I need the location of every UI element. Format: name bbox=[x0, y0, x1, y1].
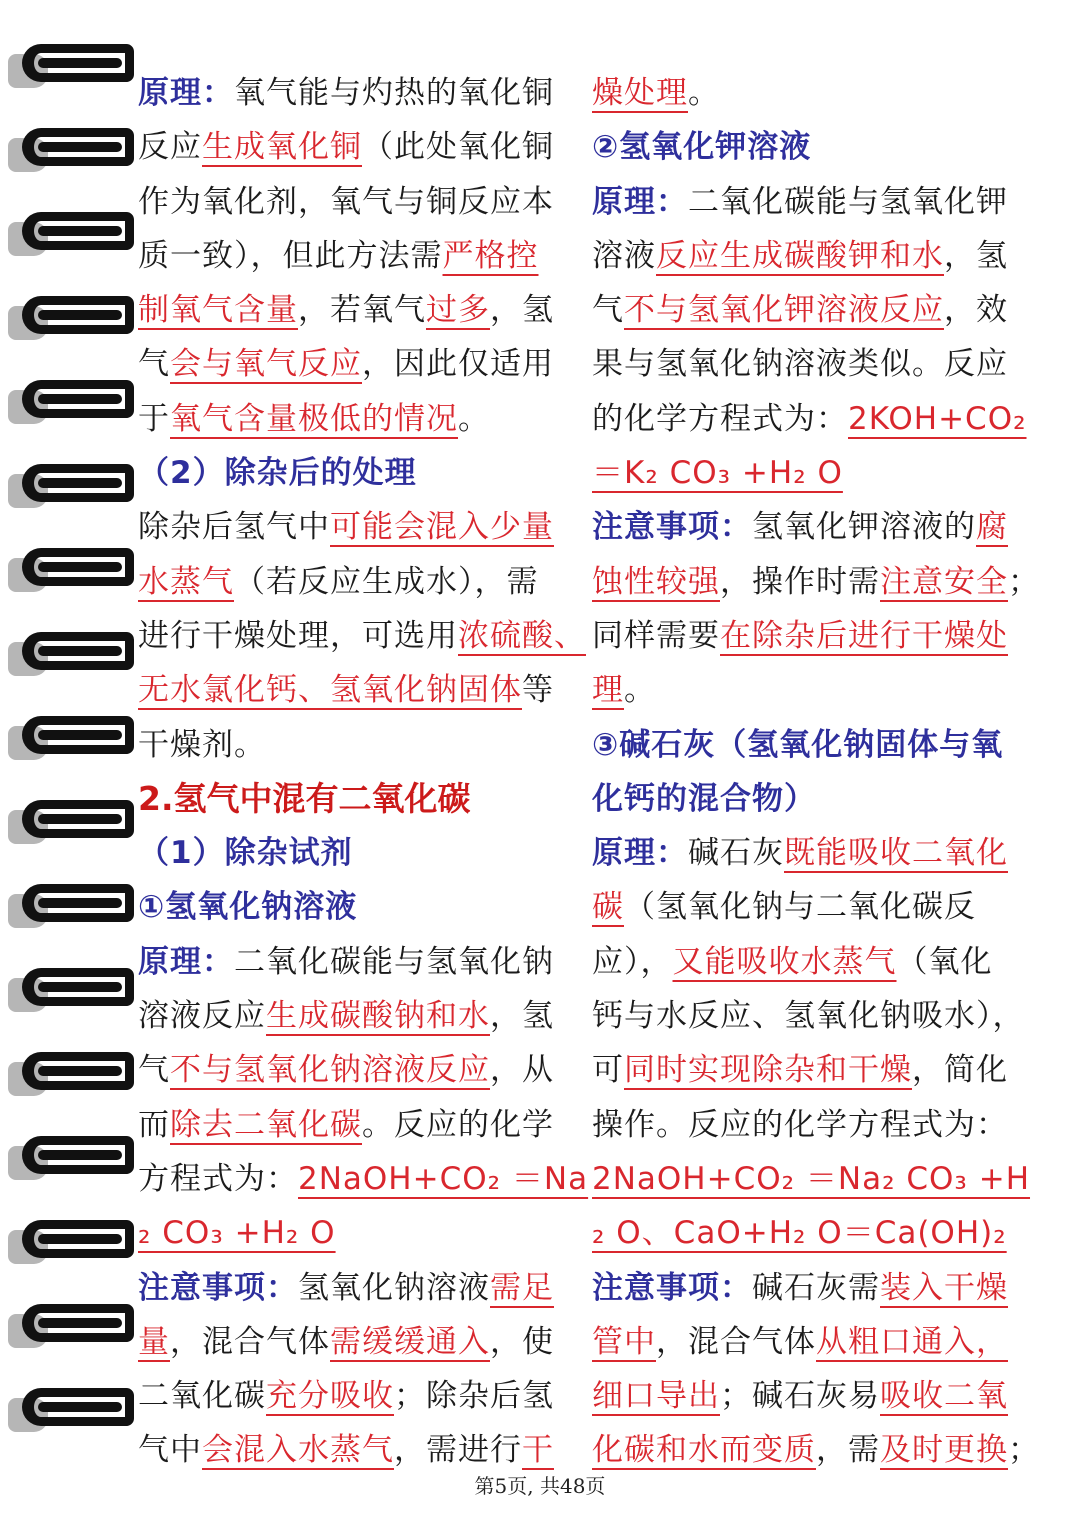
body-text: 反应 bbox=[138, 129, 202, 166]
spiral-ring bbox=[8, 380, 138, 424]
spiral-ring bbox=[8, 1304, 138, 1348]
text-line bbox=[138, 1261, 568, 1315]
body-text: 质一致），但此方法需 bbox=[138, 237, 443, 274]
text-line bbox=[138, 609, 586, 663]
body-text: 。 bbox=[688, 75, 720, 111]
text-line bbox=[592, 880, 1028, 934]
spiral-ring bbox=[8, 716, 138, 760]
body-text: 操作。反应的化学方程式为： bbox=[592, 1106, 1008, 1143]
highlighted-text: 注意安全 bbox=[880, 563, 1008, 600]
text-line bbox=[592, 718, 1028, 772]
text-line bbox=[138, 175, 568, 229]
text-line bbox=[592, 1261, 1028, 1315]
right-column bbox=[592, 66, 1040, 1478]
body-text: ，氢 bbox=[490, 292, 554, 329]
text-line bbox=[138, 1098, 568, 1152]
spiral-ring bbox=[8, 1388, 138, 1432]
body-text: 于 bbox=[138, 400, 170, 437]
highlighted-text: 除去二氧化碳 bbox=[170, 1106, 362, 1143]
body-text: 氢氧化钾溶液的 bbox=[752, 509, 976, 546]
text-line bbox=[138, 718, 568, 772]
text-line bbox=[138, 663, 568, 717]
body-text: ，氢 bbox=[490, 998, 554, 1035]
highlighted-text: 过多 bbox=[426, 292, 490, 329]
body-text: ； bbox=[1008, 1432, 1040, 1469]
body-text: 气 bbox=[138, 346, 170, 383]
highlighted-text: 吸收二氧 bbox=[880, 1378, 1008, 1415]
label-text: （2）除杂后的处理 bbox=[138, 455, 417, 492]
body-text: 。 bbox=[458, 400, 490, 437]
body-text: 。反应的化学 bbox=[362, 1106, 554, 1143]
text-line bbox=[592, 1098, 1028, 1152]
equation-text: ₂ CO₃ +H₂ O bbox=[138, 1215, 336, 1252]
equation-text: 2NaOH+CO₂ ＝Na₂ CO₃ +H bbox=[592, 1160, 1031, 1197]
highlighted-text: 需足 bbox=[490, 1269, 554, 1306]
left-column bbox=[138, 66, 589, 1478]
highlighted-text: 会与氧气反应 bbox=[170, 346, 362, 383]
text-line bbox=[592, 1043, 1028, 1097]
text-line bbox=[138, 880, 568, 934]
body-text: ，从 bbox=[490, 1052, 554, 1089]
body-text: 碱石灰需 bbox=[752, 1269, 880, 1306]
text-line bbox=[592, 175, 1028, 229]
body-text: （氢氧化钠与二氧化碳反 bbox=[624, 889, 976, 926]
body-text: （若反应生成水），需 bbox=[234, 563, 539, 600]
body-text: 应）， bbox=[592, 943, 673, 980]
highlighted-text: 量 bbox=[138, 1323, 170, 1360]
body-text: 作为氧化剂，氧气与铜反应本 bbox=[138, 183, 554, 220]
text-line bbox=[138, 1206, 568, 1260]
body-text: 除杂后氢气中 bbox=[138, 509, 330, 546]
highlighted-text: 需缓缓通入 bbox=[330, 1323, 490, 1360]
body-text: 干燥剂。 bbox=[138, 726, 266, 763]
text-line bbox=[592, 120, 1028, 174]
highlighted-text: 反应生成碳酸钾和水 bbox=[656, 237, 944, 274]
spiral-ring bbox=[8, 1136, 138, 1180]
text-line bbox=[138, 120, 568, 174]
equation-text: ₂ O、CaO+H₂ O＝Ca(OH)₂ bbox=[592, 1215, 1007, 1252]
text-line bbox=[592, 772, 1028, 826]
highlighted-text: 细口导出 bbox=[592, 1378, 720, 1415]
highlighted-text: 充分吸收 bbox=[266, 1378, 394, 1415]
text-line bbox=[138, 989, 568, 1043]
body-text: 同样需要 bbox=[592, 617, 720, 654]
text-line bbox=[592, 663, 1028, 717]
label-text: ③碱石灰（氢氧化钠固体与氧 bbox=[592, 726, 1004, 763]
body-text: ； bbox=[1008, 563, 1040, 600]
label-text: ①氢氧化钠溶液 bbox=[138, 889, 358, 926]
spiral-ring bbox=[8, 968, 138, 1012]
text-line bbox=[592, 1369, 1028, 1423]
highlighted-text: 装入干燥 bbox=[880, 1269, 1008, 1306]
text-line bbox=[592, 229, 1028, 283]
body-text: 钙与水反应、氢氧化钠吸水）， bbox=[592, 998, 1025, 1035]
text-line bbox=[592, 446, 1028, 500]
highlighted-text: 制氧气含量 bbox=[138, 292, 298, 329]
text-line bbox=[592, 555, 1040, 609]
text-line bbox=[592, 1315, 1028, 1369]
body-text: 气 bbox=[138, 1052, 170, 1089]
body-text: 的化学方程式为： bbox=[592, 400, 848, 437]
highlighted-text: 会混入水蒸气 bbox=[202, 1432, 394, 1469]
body-text: ，需 bbox=[816, 1432, 880, 1469]
highlighted-text: 蚀性较强 bbox=[592, 563, 720, 600]
highlighted-text: 在除杂后进行干燥处 bbox=[720, 617, 1008, 654]
body-text: 进行干燥处理，可选用 bbox=[138, 617, 458, 654]
spiral-ring bbox=[8, 128, 138, 172]
text-line bbox=[138, 1152, 589, 1206]
text-line bbox=[592, 1206, 1028, 1260]
text-line bbox=[138, 555, 568, 609]
label-text: ②氢氧化钾溶液 bbox=[592, 129, 812, 166]
label-text: 原理： bbox=[592, 835, 688, 872]
spiral-ring bbox=[8, 212, 138, 256]
equation-text: 2KOH+CO₂ bbox=[848, 400, 1027, 437]
highlighted-text: 燥处理 bbox=[592, 75, 688, 111]
body-text: ，若氧气 bbox=[298, 292, 426, 329]
highlighted-text: 同时实现除杂和干燥 bbox=[624, 1052, 912, 1089]
text-line bbox=[138, 1043, 568, 1097]
highlighted-text: 生成碳酸钠和水 bbox=[266, 998, 490, 1035]
label-text: 原理： bbox=[592, 183, 688, 220]
highlighted-text: 及时更换 bbox=[880, 1432, 1008, 1469]
text-line bbox=[138, 446, 568, 500]
body-text: ，混合气体 bbox=[170, 1323, 330, 1360]
highlighted-text: 既能吸收二氧化 bbox=[784, 835, 1008, 872]
body-text: ，氢 bbox=[944, 237, 1008, 274]
text-line bbox=[592, 935, 1028, 989]
text-line bbox=[138, 500, 568, 554]
highlighted-text: 生成氧化铜 bbox=[202, 129, 362, 166]
body-text: 二氧化碳能与氢氧化钾 bbox=[688, 183, 1008, 220]
body-text: 可 bbox=[592, 1052, 624, 1089]
body-text: 二氧化碳 bbox=[138, 1378, 266, 1415]
text-line bbox=[138, 283, 568, 337]
spiral-ring bbox=[8, 1220, 138, 1264]
spiral-ring bbox=[8, 1052, 138, 1096]
body-text: 溶液 bbox=[592, 237, 656, 274]
text-line bbox=[592, 826, 1028, 880]
body-text: 果与氢氧化钠溶液类似。反应 bbox=[592, 346, 1008, 383]
body-text: 溶液反应 bbox=[138, 998, 266, 1035]
body-text: 二氧化碳能与氢氧化钠 bbox=[234, 943, 554, 980]
body-text: （此处氧化铜 bbox=[362, 129, 554, 166]
body-text: 方程式为： bbox=[138, 1160, 298, 1197]
highlighted-text: 化碳和水而变质 bbox=[592, 1432, 816, 1469]
body-text: 气中 bbox=[138, 1432, 202, 1469]
spiral-binding bbox=[0, 40, 140, 1480]
spiral-ring bbox=[8, 800, 138, 844]
highlighted-text: 碳 bbox=[592, 889, 624, 926]
highlighted-text: 理 bbox=[592, 672, 624, 709]
text-line bbox=[138, 229, 568, 283]
label-text: 注意事项： bbox=[138, 1269, 298, 1306]
text-line bbox=[138, 772, 568, 826]
body-text: 氢氧化钠溶液 bbox=[298, 1269, 490, 1306]
body-text: 。 bbox=[624, 672, 656, 709]
text-line bbox=[138, 826, 568, 880]
highlighted-text: 无水氯化钙、氢氧化钠固体 bbox=[138, 672, 522, 709]
highlighted-text: 干 bbox=[522, 1432, 554, 1469]
text-line bbox=[592, 1152, 1031, 1206]
highlighted-text: 氧气含量极低的情况 bbox=[170, 400, 458, 437]
body-text: 而 bbox=[138, 1106, 170, 1143]
spiral-ring bbox=[8, 632, 138, 676]
body-text: ，效 bbox=[944, 292, 1008, 329]
body-text: ，混合气体 bbox=[656, 1323, 816, 1360]
body-text: ；除杂后氢 bbox=[394, 1378, 554, 1415]
text-line bbox=[592, 66, 1028, 120]
equation-text: 2NaOH+CO₂ ＝Na bbox=[298, 1160, 589, 1197]
body-text: （氧化 bbox=[896, 943, 993, 980]
text-line bbox=[592, 283, 1028, 337]
label-text: 原理： bbox=[138, 943, 234, 980]
label-text: 原理： bbox=[138, 75, 234, 111]
highlighted-text: 又能吸收水蒸气 bbox=[672, 943, 897, 980]
spiral-ring bbox=[8, 548, 138, 592]
highlighted-text: 管中 bbox=[592, 1323, 656, 1360]
highlighted-text: 不与氢氧化钠溶液反应 bbox=[170, 1052, 490, 1089]
body-text: 氧气能与灼热的氧化铜 bbox=[234, 75, 554, 111]
text-line bbox=[592, 609, 1028, 663]
body-text: 碱石灰 bbox=[688, 835, 784, 872]
text-line bbox=[138, 66, 568, 120]
body-text: 等 bbox=[522, 672, 554, 709]
highlighted-text: 严格控 bbox=[442, 237, 539, 274]
text-line bbox=[138, 392, 568, 446]
section-heading: 2.氢气中混有二氧化碳 bbox=[138, 778, 471, 818]
highlighted-text: 水蒸气 bbox=[138, 563, 234, 600]
highlighted-text: 腐 bbox=[976, 509, 1008, 546]
text-line bbox=[592, 989, 1028, 1043]
highlighted-text: 不与氢氧化钾溶液反应 bbox=[624, 292, 944, 329]
text-line bbox=[592, 337, 1028, 391]
page-footer: 第5页, 共48页 bbox=[474, 1474, 606, 1498]
text-line bbox=[592, 500, 1028, 554]
label-text: 注意事项： bbox=[592, 1269, 752, 1306]
label-text: （1）除杂试剂 bbox=[138, 835, 353, 872]
highlighted-text: 浓硫酸、 bbox=[458, 617, 586, 654]
spiral-ring bbox=[8, 464, 138, 508]
spiral-ring bbox=[8, 44, 138, 88]
spiral-ring bbox=[8, 296, 138, 340]
body-text: ，需进行 bbox=[394, 1432, 522, 1469]
label-text: 注意事项： bbox=[592, 509, 752, 546]
highlighted-text: 可能会混入少量 bbox=[330, 509, 554, 546]
body-text: ，操作时需 bbox=[720, 563, 880, 600]
body-text: ；碱石灰易 bbox=[720, 1378, 880, 1415]
body-text: ，简化 bbox=[912, 1052, 1008, 1089]
body-text: ，使 bbox=[490, 1323, 554, 1360]
text-line bbox=[138, 935, 568, 989]
text-line bbox=[138, 337, 568, 391]
text-line bbox=[138, 1315, 568, 1369]
equation-text: ＝K₂ CO₃ +H₂ O bbox=[592, 455, 843, 492]
text-line bbox=[138, 1369, 568, 1423]
label-text: 化钙的混合物） bbox=[592, 780, 816, 817]
spiral-ring bbox=[8, 884, 138, 928]
text-line bbox=[592, 392, 1028, 446]
body-text: ，因此仅适用 bbox=[362, 346, 554, 383]
body-text: 气 bbox=[592, 292, 624, 329]
highlighted-text: 从粗口通入， bbox=[816, 1323, 1008, 1360]
